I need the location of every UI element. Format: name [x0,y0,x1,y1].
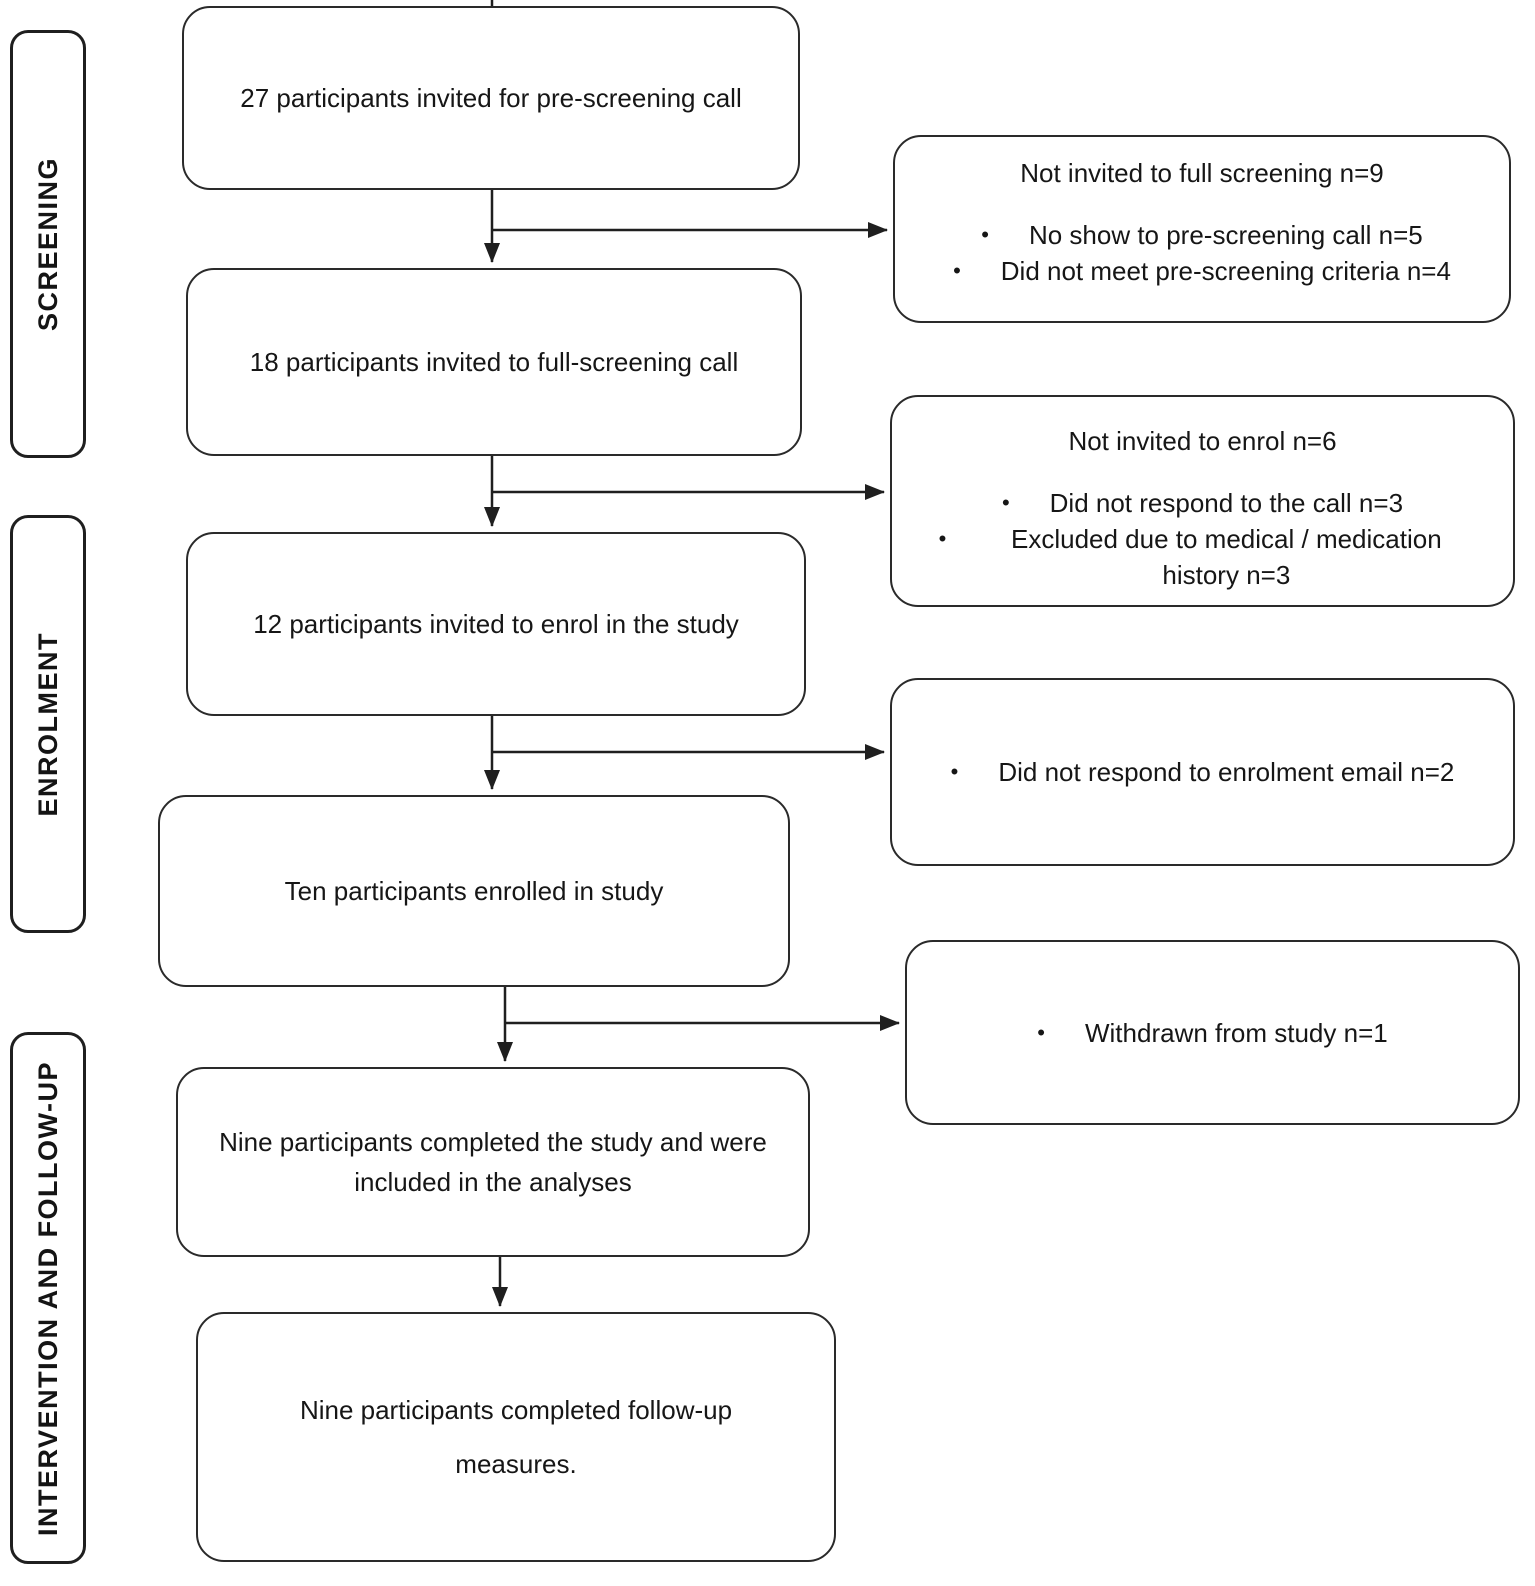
exclusion-bullet [914,754,1491,790]
stage-label-screening-text: SCREENING [32,156,63,332]
exclusion-bullet-text: Did not meet pre-screening criteria n=4 [1000,256,1451,286]
flow-box-enrolled-text: Ten participants enrolled in study [284,876,664,906]
exclusion-title: Not invited to enrol n=6 [1068,426,1337,456]
flow-box-prescreening-invited-text: 27 participants invited for pre-screening call [240,83,742,113]
exclusion-bullet [914,485,1491,521]
flow-box-completed-study-text: Nine participants completed the study and were included in the analyses [219,1127,767,1197]
exclusion-box-no-response-enrolment-email [890,678,1515,866]
exclusion-bullet [917,253,1487,289]
bullet-dot-icon: • [1037,1019,1045,1045]
flow-box-prescreening-invited [182,6,800,190]
exclusion-bullet [917,217,1487,253]
flow-box-full-screening-invited [186,268,802,456]
exclusion-title: Not invited to full screening n=9 [1020,158,1384,188]
flow-box-enrol-invited-text: 12 participants invited to enrol in the study [253,609,739,639]
exclusion-box-not-invited-full-screening [893,135,1511,323]
exclusion-bullet-text: Did not respond to enrolment email n=2 [998,757,1455,787]
exclusion-box-not-invited-enrol [890,395,1515,607]
flow-box-completed-study [176,1067,810,1257]
exclusion-bullet-text: Did not respond to the call n=3 [1049,488,1404,518]
flow-box-completed-followup [196,1312,836,1562]
exclusion-bullet [929,1015,1496,1051]
bullet-dot-icon: • [938,526,947,551]
exclusion-bullet-text: No show to pre-screening call n=5 [1028,220,1423,250]
stage-label-intervention-followup [10,1032,86,1564]
bullet-dot-icon: • [950,759,959,784]
bullet-dot-icon: • [981,222,989,247]
flow-box-enrol-invited [186,532,806,716]
flow-box-full-screening-invited-text: 18 participants invited to full-screening call [249,347,739,377]
flow-box-completed-followup-text: Nine participants completed follow-up measures. [299,1395,733,1479]
flow-box-enrolled [158,795,790,987]
bullet-dot-icon: • [953,258,961,283]
bullet-dot-icon: • [1001,490,1010,515]
exclusion-bullet [914,521,1491,593]
stage-label-enrolment [10,515,86,933]
stage-label-enrolment-text: ENROLMENT [32,631,63,817]
exclusion-bullet-text: Withdrawn from study n=1 [1084,1017,1388,1048]
stage-label-intervention-followup-text: INTERVENTION AND FOLLOW-UP [32,1060,63,1536]
exclusion-bullet-text: Excluded due to medical / medication history n=3 [1010,524,1442,590]
exclusion-box-withdrawn [905,940,1520,1125]
stage-label-screening [10,30,86,458]
